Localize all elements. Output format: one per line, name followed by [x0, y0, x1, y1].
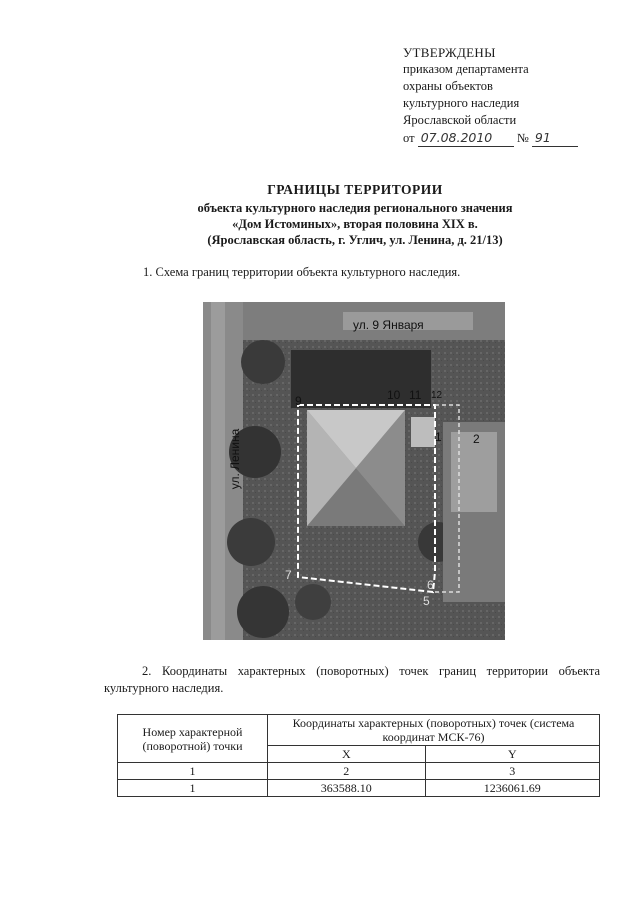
approval-date-line	[403, 129, 578, 147]
map-point-6: 6	[427, 578, 434, 592]
map-point-10: 10	[387, 388, 401, 402]
table-row	[118, 780, 600, 797]
map-point-12: 12	[431, 390, 443, 401]
approval-line-1: приказом департамента	[403, 62, 529, 76]
map-street-left-label: ул. Ленина	[228, 428, 242, 490]
approval-date: 07.08.2010	[418, 129, 514, 147]
map-point-7: 7	[285, 568, 292, 582]
boundary-map	[203, 302, 505, 640]
approval-number-prefix: №	[516, 131, 529, 145]
header-coordinates: Координаты характерных (поворотных) точек (система координат МСК-76)	[268, 715, 600, 746]
index-cell: 2	[268, 763, 426, 780]
map-street-top-label: ул. 9 Января	[353, 318, 424, 332]
approval-line-2: охраны объектов	[403, 79, 493, 93]
section-1-text: 1. Схема границ территории объекта культурного наследия.	[143, 265, 461, 279]
heading-title: ГРАНИЦЫ ТЕРРИТОРИИ	[267, 182, 443, 197]
document-heading	[120, 182, 590, 248]
approval-title: УТВЕРЖДЕНЫ	[403, 45, 496, 60]
map-point-9: 9	[295, 394, 302, 408]
heading-line-2: «Дом Истоминых», вторая половина XIX в.	[232, 217, 478, 231]
coordinates-table	[117, 714, 600, 797]
map-point-2: 2	[473, 432, 480, 446]
table-header-row	[118, 715, 600, 746]
map-image	[203, 302, 505, 640]
header-y: Y	[425, 746, 599, 763]
section-2-text: 2. Координаты характерных (поворотных) точек границ территории объекта культурного наследия.	[104, 664, 600, 695]
map-point-1: 1	[435, 430, 442, 444]
approval-number: 91	[532, 129, 578, 147]
approval-stamp	[403, 44, 578, 147]
map-point-11: 11	[409, 388, 422, 402]
header-x: X	[268, 746, 426, 763]
x-coordinate-cell: 363588.10	[268, 780, 426, 797]
index-cell: 1	[118, 763, 268, 780]
header-point-number: Номер характерной (поворотной) точки	[118, 715, 268, 763]
y-coordinate-cell: 1236061.69	[425, 780, 599, 797]
point-number-cell: 1	[118, 780, 268, 797]
table-index-row	[118, 763, 600, 780]
heading-line-3: (Ярославская область, г. Углич, ул. Ленина, д. 21/13)	[207, 233, 503, 247]
approval-line-3: культурного наследия	[403, 96, 520, 110]
approval-line-4: Ярославской области	[403, 113, 517, 127]
map-point-5: 5	[423, 594, 430, 608]
heading-line-1: объекта культурного наследия регионального значения	[197, 201, 513, 215]
approval-from-prefix: от	[403, 131, 415, 145]
index-cell: 3	[425, 763, 599, 780]
